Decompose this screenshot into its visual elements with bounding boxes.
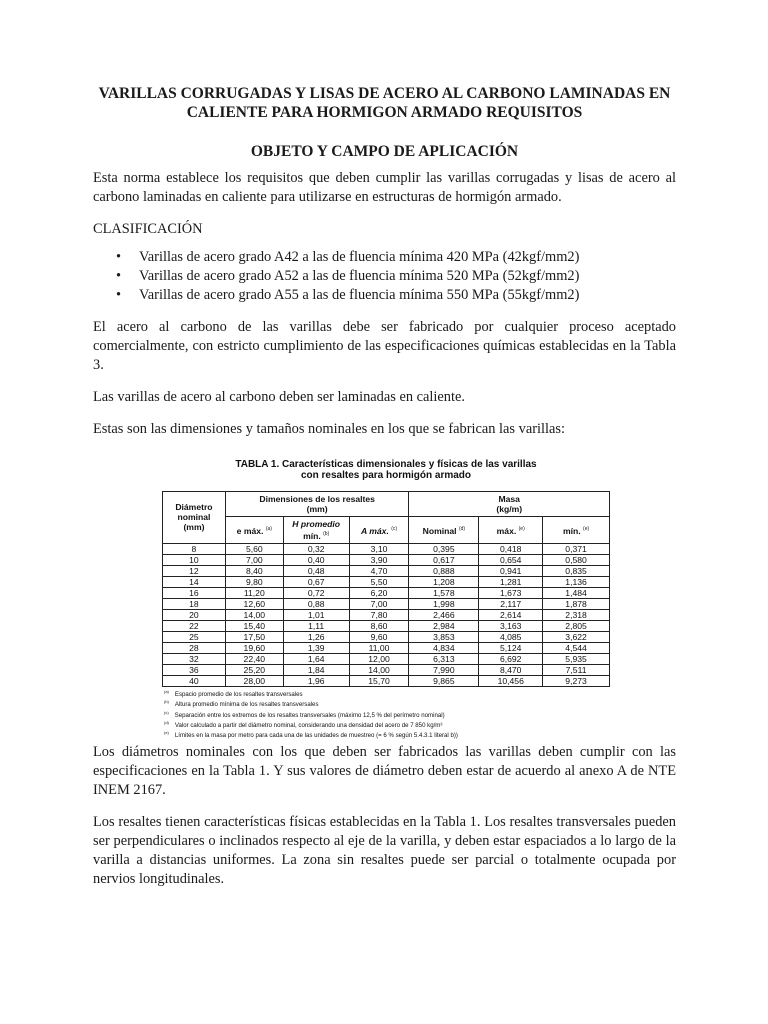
table-cell: 2,984 — [409, 620, 479, 631]
table-row — [163, 554, 610, 565]
list-item: • Varillas de acero grado A42 a las de fluencia mínima 420 MPa (42kgf/mm2) — [139, 248, 676, 267]
table-cell: 3,163 — [479, 620, 543, 631]
table-title-line-1: TABLA 1. Características dimensionales y físicas de las varillas — [235, 459, 537, 470]
table-cell: 11,00 — [349, 642, 409, 653]
table-cell: 7,511 — [543, 664, 610, 675]
classification-heading: CLASIFICACIÓN — [93, 221, 203, 237]
table-cell: 0,32 — [283, 543, 349, 554]
table-cell: 5,124 — [479, 642, 543, 653]
paragraph-diameters: Los diámetros nominales con los que deben ser fabricados las varillas deben cumplir con las especificaciones en la Tabla 1. Y sus valores de diámetro deben estar de acuerdo al anexo A de NTE INEM 2167. — [93, 744, 676, 798]
header-max: máx. $^{(e)}$ — [479, 517, 543, 544]
table-cell: 0,617 — [409, 554, 479, 565]
paragraph-fabrication: El acero al carbono de las varillas debe ser fabricado por cualquier proceso aceptado comercialmente, con estricto cumplimiento de las especificaciones químicas establecidas en la Tabla 3. — [93, 319, 676, 373]
table-cell: 2,466 — [409, 609, 479, 620]
header-masa: Masa (kg/m) — [409, 492, 610, 517]
table-note: $^{(b)}$ Altura promedio mínima de los resaltes transversales — [164, 699, 319, 709]
table-row — [163, 642, 610, 653]
lower-text — [93, 743, 676, 889]
table-cell: 0,835 — [543, 565, 610, 576]
table-note: $^{(c)}$ Separación entre los extremos de los resaltes transversales (máximo 12,5 % del perímetro nominal) — [164, 709, 445, 719]
table-cell: 0,48 — [283, 565, 349, 576]
table-cell: 8,60 — [349, 620, 409, 631]
table-figure — [162, 459, 610, 740]
table-subheader-row — [163, 517, 610, 544]
table-row — [163, 631, 610, 642]
table-title-line-2: con resaltes para hormigón armado — [300, 470, 472, 481]
table-cell: 25,20 — [225, 664, 283, 675]
table-notes — [164, 688, 610, 740]
table-cell: 9,273 — [543, 675, 610, 686]
classification-list — [93, 248, 676, 305]
table-cell: 4,085 — [479, 631, 543, 642]
table-row — [163, 565, 610, 576]
table-row — [163, 664, 610, 675]
table-cell: 1,26 — [283, 631, 349, 642]
table-cell: 9,80 — [225, 576, 283, 587]
table-cell: 4,70 — [349, 565, 409, 576]
document-body — [93, 84, 676, 439]
table-cell: 1,208 — [409, 576, 479, 587]
table-cell: 12,60 — [225, 598, 283, 609]
table-cell: 40 — [163, 675, 226, 686]
header-h-promedio: H promedio mín. $^{(b)}$ — [283, 517, 349, 544]
table-cell: 0,72 — [283, 587, 349, 598]
table-cell: 20 — [163, 609, 226, 620]
table-cell: 2,805 — [543, 620, 610, 631]
table-cell: 3,90 — [349, 554, 409, 565]
table-cell: 11,20 — [225, 587, 283, 598]
table-cell: 1,998 — [409, 598, 479, 609]
table-cell: 1,64 — [283, 653, 349, 664]
table-cell: 7,990 — [409, 664, 479, 675]
table-cell: 1,673 — [479, 587, 543, 598]
table-cell: 9,60 — [349, 631, 409, 642]
table-row — [163, 675, 610, 686]
header-e-max: e máx. $^{(a)}$ — [225, 517, 283, 544]
table-row — [163, 609, 610, 620]
table-cell: 6,692 — [479, 653, 543, 664]
table-cell: 36 — [163, 664, 226, 675]
table-cell: 4,544 — [543, 642, 610, 653]
header-dimensiones: Dimensiones de los resaltes (mm) — [225, 492, 409, 517]
table-cell: 0,88 — [283, 598, 349, 609]
table-cell: 3,10 — [349, 543, 409, 554]
table-cell: 1,878 — [543, 598, 610, 609]
table-cell: 14,00 — [349, 664, 409, 675]
table-cell: 28 — [163, 642, 226, 653]
table-cell: 4,834 — [409, 642, 479, 653]
table-cell: 7,00 — [349, 598, 409, 609]
header-a-max: A máx. $^{(c)}$ — [349, 517, 409, 544]
table-cell: 8,40 — [225, 565, 283, 576]
table-cell: 0,418 — [479, 543, 543, 554]
table-row — [163, 620, 610, 631]
table-cell: 0,941 — [479, 565, 543, 576]
table-cell: 7,80 — [349, 609, 409, 620]
table-cell: 2,117 — [479, 598, 543, 609]
table-note: $^{(d)}$ Valor calculado a partir del diámetro nominal, considerando una densidad del acero de 7 850 kg/m³ — [164, 719, 443, 729]
table-cell: 0,371 — [543, 543, 610, 554]
table-header-row — [163, 492, 610, 517]
table-cell: 2,614 — [479, 609, 543, 620]
dimensions-table — [162, 491, 610, 687]
table-cell: 16 — [163, 587, 226, 598]
table-row — [163, 653, 610, 664]
table-cell: 17,50 — [225, 631, 283, 642]
table-cell: 2,318 — [543, 609, 610, 620]
paragraph-resaltes: Los resaltes tienen características físicas establecidas en la Tabla 1. Los resaltes transversales pueden ser perpendiculares o inclinados respecto al eje de la varilla, y deben estar espaciados a lo largo de la varilla a distancias uniformes. La zona sin resaltes puede ser parcial o totalmente ocupada por nervios longitudinales. — [93, 814, 676, 887]
table-cell: 1,578 — [409, 587, 479, 598]
table-cell: 12,00 — [349, 653, 409, 664]
table-cell: 1,11 — [283, 620, 349, 631]
table-cell: 22 — [163, 620, 226, 631]
table-row — [163, 543, 610, 554]
table-cell: 1,281 — [479, 576, 543, 587]
table-cell: 14 — [163, 576, 226, 587]
table-body — [163, 543, 610, 686]
table-cell: 1,484 — [543, 587, 610, 598]
table-cell: 0,40 — [283, 554, 349, 565]
table-cell: 0,395 — [409, 543, 479, 554]
table-cell: 6,20 — [349, 587, 409, 598]
section-title: OBJETO Y CAMPO DE APLICACIÓN — [250, 143, 519, 160]
table-title — [162, 459, 610, 481]
header-diametro: Diámetro nominal (mm) — [163, 492, 226, 544]
table-cell: 18 — [163, 598, 226, 609]
table-cell: 25 — [163, 631, 226, 642]
table-cell: 22,40 — [225, 653, 283, 664]
paragraph-dimensions-intro: Estas son las dimensiones y tamaños nominales en los que se fabrican las varillas: — [93, 421, 565, 437]
table-cell: 6,313 — [409, 653, 479, 664]
table-cell: 1,39 — [283, 642, 349, 653]
table-cell: 15,70 — [349, 675, 409, 686]
table-cell: 0,888 — [409, 565, 479, 576]
table-cell: 1,01 — [283, 609, 349, 620]
list-item: • Varillas de acero grado A52 a las de fluencia mínima 520 MPa (52kgf/mm2) — [139, 267, 676, 286]
table-row — [163, 587, 610, 598]
table-cell: 8,470 — [479, 664, 543, 675]
table-cell: 3,853 — [409, 631, 479, 642]
table-row — [163, 576, 610, 587]
intro-paragraph: Esta norma establece los requisitos que deben cumplir las varillas corrugadas y lisas de acero al carbono laminadas en caliente para utilizarse en estructuras de hormigón armado. — [93, 170, 676, 205]
header-nominal: Nominal $^{(d)}$ — [409, 517, 479, 544]
table-cell: 1,84 — [283, 664, 349, 675]
table-row — [163, 598, 610, 609]
table-cell: 9,865 — [409, 675, 479, 686]
table-note: $^{(a)}$ Espacio promedio de los resaltes transversales — [164, 688, 303, 698]
header-min: mín. $^{(e)}$ — [543, 517, 610, 544]
paragraph-hot-rolled: Las varillas de acero al carbono deben ser laminadas en caliente. — [93, 389, 465, 405]
table-cell: 0,67 — [283, 576, 349, 587]
table-cell: 10,456 — [479, 675, 543, 686]
table-cell: 14,00 — [225, 609, 283, 620]
table-cell: 7,00 — [225, 554, 283, 565]
table-cell: 10 — [163, 554, 226, 565]
table-cell: 5,60 — [225, 543, 283, 554]
table-cell: 0,654 — [479, 554, 543, 565]
table-cell: 1,136 — [543, 576, 610, 587]
table-cell: 0,580 — [543, 554, 610, 565]
table-cell: 5,50 — [349, 576, 409, 587]
table-cell: 12 — [163, 565, 226, 576]
table-cell: 5,935 — [543, 653, 610, 664]
list-item: • Varillas de acero grado A55 a las de fluencia mínima 550 MPa (55kgf/mm2) — [139, 286, 676, 305]
table-cell: 15,40 — [225, 620, 283, 631]
table-cell: 19,60 — [225, 642, 283, 653]
document-title: VARILLAS CORRUGADAS Y LISAS DE ACERO AL CARBONO LAMINADAS EN CALIENTE PARA HORMIGON ARMADO REQUISITOS — [98, 85, 671, 121]
table-cell: 3,622 — [543, 631, 610, 642]
table-cell: 1,96 — [283, 675, 349, 686]
table-cell: 8 — [163, 543, 226, 554]
table-note: $^{(e)}$ Límites en la masa por metro para cada una de las unidades de muestreo (= 6 % según 5.4.3.1 literal b)) — [164, 730, 458, 740]
table-cell: 32 — [163, 653, 226, 664]
table-cell: 28,00 — [225, 675, 283, 686]
